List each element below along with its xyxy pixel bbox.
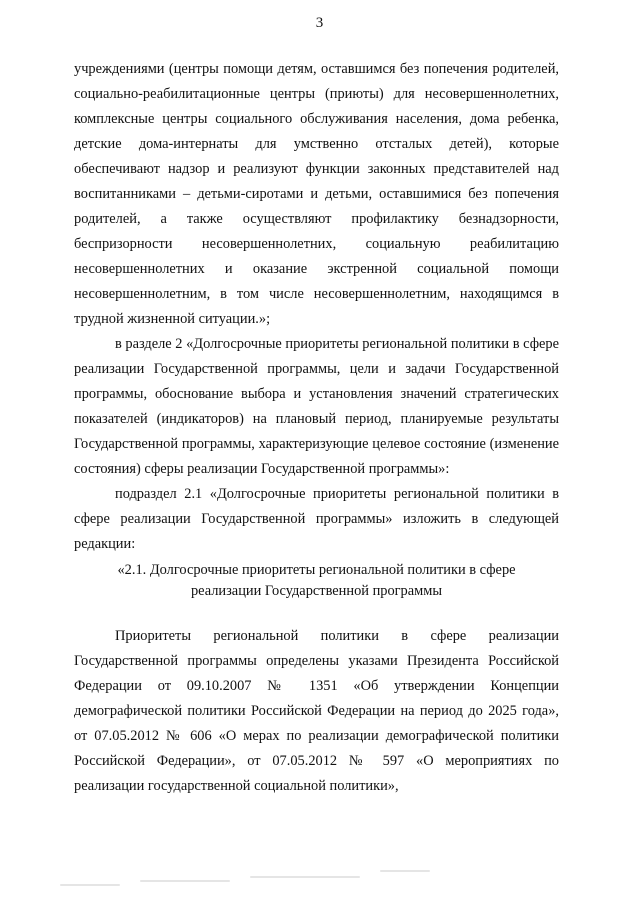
paragraph-section-2: в разделе 2 «Долгосрочные приоритеты региональной политики в сфере реализации Государственной программы, цели и задачи Государственной программы, обоснование выбора и установления значений стратегических показателей (индикаторов) на плановый период, планируемые результаты Государственной программы, характеризующие целевое состояние (изменение состояния) сферы реализации Государственной программы»: — [74, 336, 559, 477]
heading-line-1: «2.1. Долгосрочные приоритеты региональной политики в сфере — [117, 562, 516, 578]
subsection-heading — [74, 560, 559, 602]
scan-noise — [60, 884, 120, 886]
page-number: 3 — [315, 15, 324, 31]
paragraph-institutions: учреждениями (центры помощи детям, оставшимся без попечения родителей, социально-реабилитационные центры (приюты) для несовершеннолетних, комплексные центры социального обслуживания населения, дома ребенка, детские дома-интернаты для умственно отсталых детей), которые обеспечивают надзор и реализуют функции законных представителей над воспитанниками – детьми-сиротами и детьми, оставшимися без попечения родителей, а также осуществляют профилактику безнадзорности, беспризорности несовершеннолетних, социальную реабилитацию несовершеннолетних и оказание экстренной социальной помощи несовершеннолетним, в том числе несовершеннолетним, находящимся в трудной жизненной ситуации.»; — [74, 61, 559, 327]
paragraph-subsection-2-1: подраздел 2.1 «Долгосрочные приоритеты региональной политики в сфере реализации Государственной программы» изложить в следующей редакции: — [74, 486, 559, 552]
scan-noise — [380, 870, 430, 872]
heading-spacer — [74, 602, 559, 624]
paragraph-priorities: Приоритеты региональной политики в сфере реализации Государственной программы определены указами Президента Российской Федерации от 09.10.2007 № 1351 «Об утверждении Концепции демографической политики Российской Федерации на период до 2025 года», от 07.05.2012 № 606 «О мерах по реализации демографической политики Российской Федерации», от 07.05.2012 № 597 «О мероприятиях по реализации государственной социальной политики», — [74, 628, 559, 794]
scan-noise — [250, 876, 360, 878]
scan-noise — [140, 880, 230, 882]
heading-line-2: реализации Государственной программы — [190, 583, 443, 599]
document-body — [74, 57, 559, 799]
